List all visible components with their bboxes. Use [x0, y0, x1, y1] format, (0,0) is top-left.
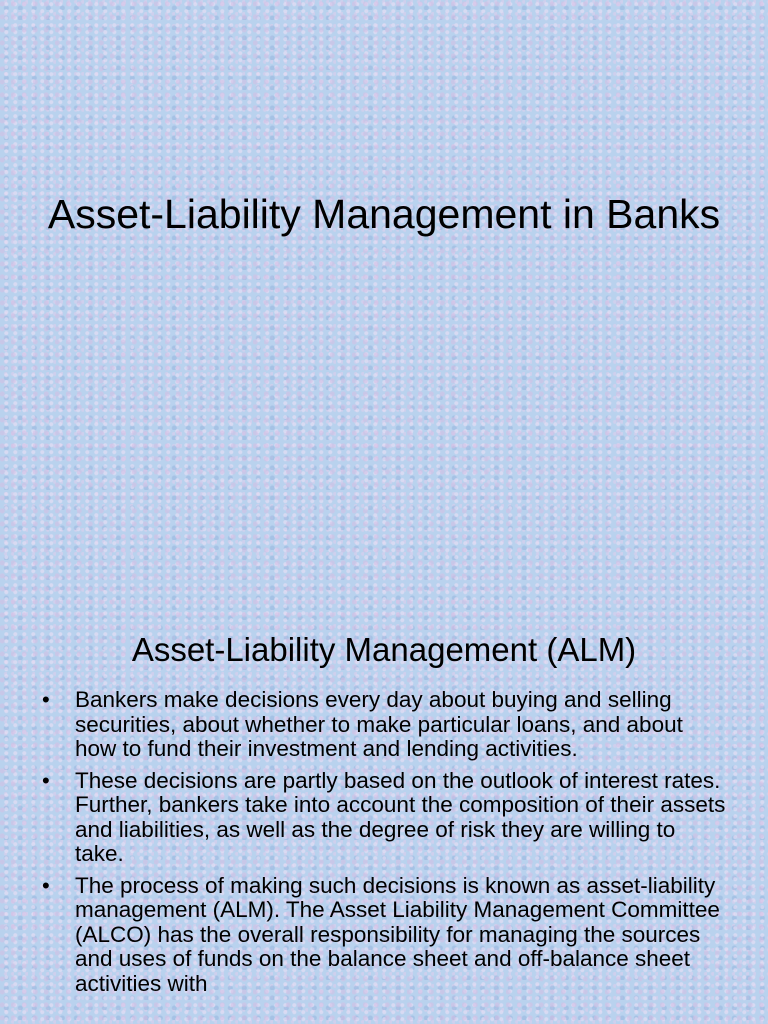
- bullet-icon: •: [42, 767, 50, 793]
- bullet-item: [0, 874, 768, 997]
- slide-1-title: Asset-Liability Management in Banks: [47, 191, 721, 237]
- slide-alm: [0, 576, 768, 1024]
- bullet-item: [0, 769, 768, 867]
- bullet-item: [0, 688, 768, 762]
- bullet-list: [0, 688, 768, 1003]
- bullet-text: Bankers make decisions every day about buying and selling securities, about whether to make particular loans, and about how to fund their investment and lending activities.: [75, 687, 683, 761]
- bullet-text: These decisions are partly based on the outlook of interest rates. Further, bankers take into account the composition of their assets and liabilities, as well as the degree of risk they are willing to take.: [75, 767, 726, 866]
- bullet-icon: •: [42, 687, 50, 712]
- bullet-icon: •: [42, 872, 50, 898]
- bullet-text: The process of making such decisions is known as asset-liability management (ALM). The Asset Liability Management Committee (ALCO) has the overall responsibility for managing the sources and uses of funds on the balance sheet and off-balance sheet activities with: [75, 872, 720, 996]
- slide-2-title: Asset-Liability Management (ALM): [131, 631, 637, 668]
